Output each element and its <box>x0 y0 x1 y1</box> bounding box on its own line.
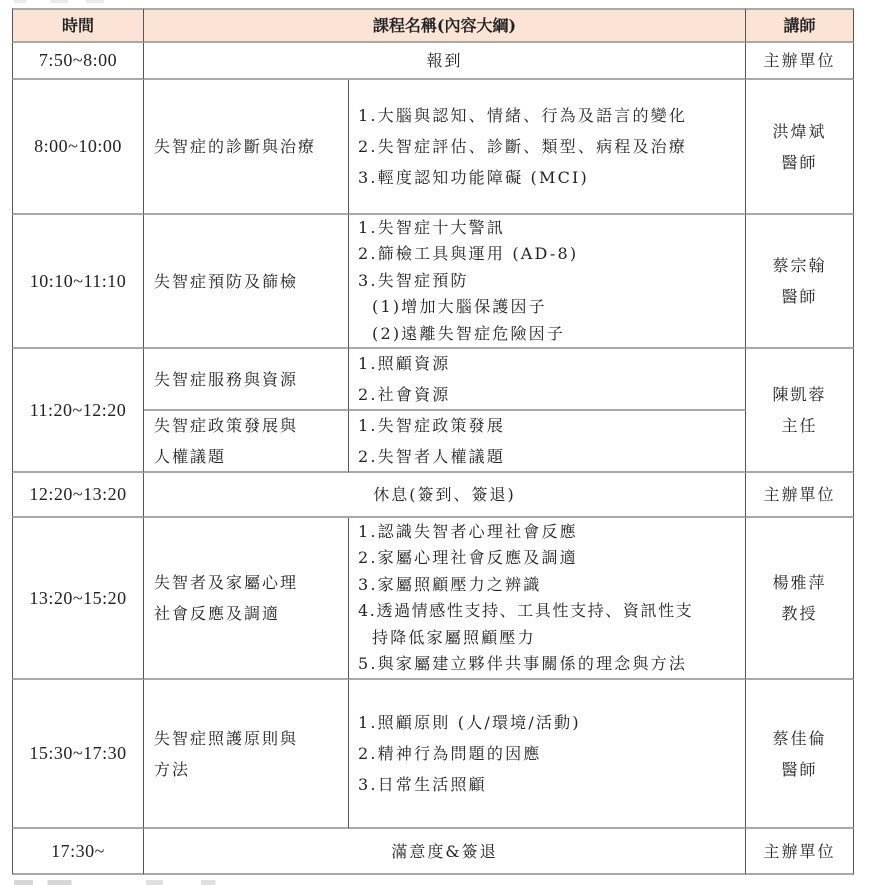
topic-line: 人權議題 <box>154 447 227 466</box>
instructor-title: 教授 <box>781 604 818 623</box>
content-item: 2.篩檢工具與運用 (AD-8) <box>358 244 579 264</box>
content-item: 2.精神行為問題的因應 <box>358 744 542 763</box>
content-item: 2.失智者人權議題 <box>358 447 506 466</box>
content-subitem: (1)增加大腦保護因子 <box>372 297 547 317</box>
topic-line: 方法 <box>154 759 191 779</box>
row-6-time: 15:30~17:30 <box>12 680 144 829</box>
instructor-title: 醫師 <box>781 759 818 779</box>
course-schedule-table <box>12 8 854 875</box>
row-5-topic <box>144 518 349 680</box>
row-0-time: 7:50~8:00 <box>12 43 144 80</box>
row-1-topic: 失智症的診斷與治療 <box>144 80 349 215</box>
instructor-title: 醫師 <box>781 152 818 172</box>
topic-line: 社會反應及調適 <box>154 604 281 623</box>
row-0-course: 報到 <box>144 43 746 80</box>
instructor-title: 醫師 <box>781 287 818 306</box>
content-item: 2.社會資源 <box>358 385 451 404</box>
content-item: 3.輕度認知功能障礙 (MCI) <box>358 168 589 187</box>
row-3b-content <box>349 411 746 473</box>
cropped-text-fragment-top <box>14 0 134 3</box>
content-item: 4.透過情感性支持、工具性支持、資訊性支 <box>358 601 694 620</box>
instructor-name: 蔡宗翰 <box>772 256 827 275</box>
row-5-instructor <box>746 518 854 680</box>
content-item: 5.與家屬建立夥伴共事關係的理念與方法 <box>358 654 688 673</box>
content-item: 3.日常生活照顧 <box>358 775 487 794</box>
header-instructor: 講師 <box>746 8 854 43</box>
content-item: 2.失智症評估、診斷、類型、病程及治療 <box>358 137 688 156</box>
content-item: 1.失智症政策發展 <box>358 416 506 435</box>
row-7-course: 滿意度&簽退 <box>144 829 746 875</box>
row-7-instructor: 主辦單位 <box>746 829 854 875</box>
row-6-content <box>349 680 746 829</box>
content-item: 1.照顧原則 (人/環境/活動) <box>358 713 581 732</box>
instructor-name: 楊雅萍 <box>772 573 827 592</box>
row-1-time: 8:00~10:00 <box>12 80 144 215</box>
row-6-instructor <box>746 680 854 829</box>
content-item: 1.失智症十大警訊 <box>358 217 506 237</box>
content-item: 1.大腦與認知、情緒、行為及語言的變化 <box>358 106 688 125</box>
row-5-time: 13:20~15:20 <box>12 518 144 680</box>
row-2-content <box>349 215 746 349</box>
header-course: 課程名稱(內容大綱) <box>144 8 746 43</box>
row-2-time: 10:10~11:10 <box>12 215 144 349</box>
row-3a-content <box>349 349 746 411</box>
row-4-instructor: 主辦單位 <box>746 473 854 518</box>
row-7-time: 17:30~ <box>12 829 144 875</box>
content-subitem: (2)遠離失智症危險因子 <box>372 323 566 343</box>
row-0-instructor: 主辦單位 <box>746 43 854 80</box>
row-1-instructor <box>746 80 854 215</box>
row-4-time: 12:20~13:20 <box>12 473 144 518</box>
row-4-course: 休息(簽到、簽退) <box>144 473 746 518</box>
header-time: 時間 <box>12 8 144 43</box>
row-5-content <box>349 518 746 680</box>
row-3-time: 11:20~12:20 <box>12 349 144 473</box>
row-2-topic: 失智症預防及篩檢 <box>144 215 349 349</box>
row-3a-topic: 失智症服務與資源 <box>144 349 349 411</box>
content-item: 3.家屬照顧壓力之辨識 <box>358 574 542 594</box>
row-3-instructor <box>746 349 854 473</box>
instructor-name: 蔡佳倫 <box>772 728 827 748</box>
content-item: 1.照顧資源 <box>358 354 451 373</box>
content-item: 1.認識失智者心理社會反應 <box>358 521 578 541</box>
content-item-continuation: 持降低家屬照顧壓力 <box>372 627 536 647</box>
instructor-name: 洪煒斌 <box>772 121 827 141</box>
content-item: 2.家屬心理社會反應及調適 <box>358 548 578 567</box>
cropped-text-fragment-bottom <box>14 880 254 885</box>
instructor-title: 主任 <box>781 416 818 435</box>
row-1-content <box>349 80 746 215</box>
row-2-instructor <box>746 215 854 349</box>
topic-line: 失智症政策發展與 <box>154 416 299 435</box>
topic-line: 失智症照護原則與 <box>154 728 299 748</box>
row-6-topic <box>144 680 349 829</box>
topic-line: 失智者及家屬心理 <box>154 573 299 592</box>
content-item: 3.失智症預防 <box>358 270 469 290</box>
row-3b-topic <box>144 411 349 473</box>
instructor-name: 陳凱蓉 <box>772 385 827 404</box>
